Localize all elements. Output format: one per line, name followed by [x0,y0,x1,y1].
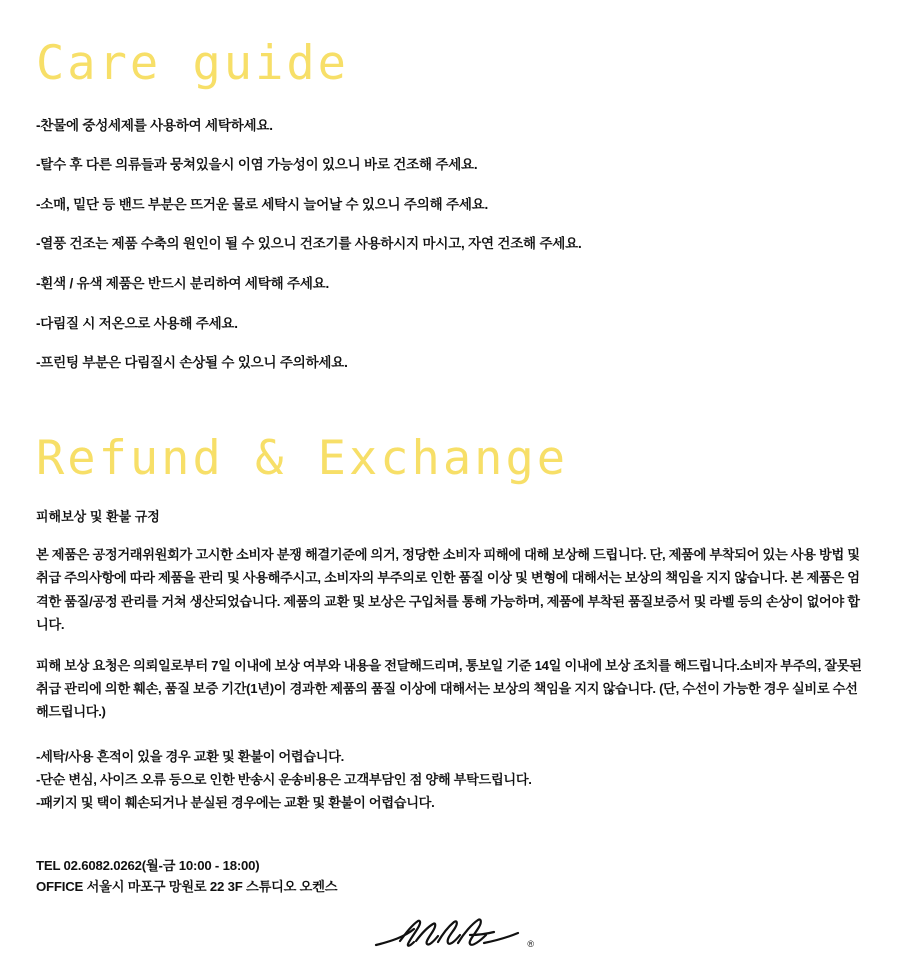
registered-trademark-symbol: ® [527,939,534,950]
refund-paragraph-2: 피해 보상 요청은 의뢰일로부터 7일 이내에 보상 여부와 내용을 전달해드리며, 통보일 기준 14일 이내에 보상 조치를 해드립니다.소비자 부주의, 잘못된 취급 관리에 의한 훼손, 품질 보증 기간(1년)이 경과한 제품의 품질 이상에 대해서는 보상의 책임을 지지 않습니다. (단, 수선이 가능한 경우 실비로 수선해드립니다.) [36,657,862,719]
list-item: -찬물에 중성세제를 사용하여 세탁하세요. [36,117,273,133]
refund-subheading: 피해보상 및 환불 규정 [36,509,160,525]
list-item: -소매, 밑단 등 밴드 부분은 뜨거운 물로 세탁시 늘어날 수 있으니 주의해 주세요. [36,196,489,212]
refund-exchange-title: Refund & Exchange [36,430,569,486]
signature-logo-icon [370,911,534,957]
care-guide-list [36,116,864,373]
list-item: -단순 변심, 사이즈 오류 등으로 인한 반송시 운송비용은 고객부담인 점 양해 부탁드립니다. [36,772,532,788]
brand-logo [36,911,864,957]
contact-block [36,856,864,897]
list-item: -다림질 시 저온으로 사용해 주세요. [36,315,238,331]
list-item: -세탁/사용 흔적이 있을 경우 교환 및 환불이 어렵습니다. [36,748,345,764]
list-item: -열풍 건조는 제품 수축의 원인이 될 수 있으니 건조기를 사용하시지 마시고, 자연 건조해 주세요. [36,236,582,252]
list-item: -탈수 후 다른 의류들과 뭉쳐있을시 이염 가능성이 있으니 바로 건조해 주세요. [36,157,478,173]
list-item: -프린팅 부분은 다림질시 손상될 수 있으니 주의하세요. [36,355,348,371]
contact-tel: TEL 02.6082.0262(월-금 10:00 - 18:00) [36,858,260,874]
contact-office: OFFICE 서울시 마포구 망원로 22 3F 스튜디오 오켄스 [36,878,338,894]
care-guide-title: Care guide [36,36,349,91]
list-item: -패키지 및 택이 훼손되거나 분실된 경우에는 교환 및 환불이 어렵습니다. [36,795,435,811]
list-item: -흰색 / 유색 제품은 반드시 분리하여 세탁해 주세요. [36,275,330,291]
refund-paragraph-1: 본 제품은 공정거래위원회가 고시한 소비자 분쟁 해결기준에 의거, 정당한 소비자 피해에 대해 보상해 드립니다. 단, 제품에 부착되어 있는 사용 방법 및 취급 주의사항에 따라 제품을 관리 및 사용해주시고, 소비자의 부주의로 인한 품질 이상 및 변형에 대해서는 보상의 책임을 지지 않습니다. 본 제품은 엄격한 품질/공정 관리를 거쳐 생산되었습니다. 제품의 교환 및 보상은 구입처를 통해 가능하며, 제품에 부착된 품질보증서 및 라벨 등의 손상이 없어야 합니다. [36,547,860,632]
refund-notes-list [36,745,864,814]
